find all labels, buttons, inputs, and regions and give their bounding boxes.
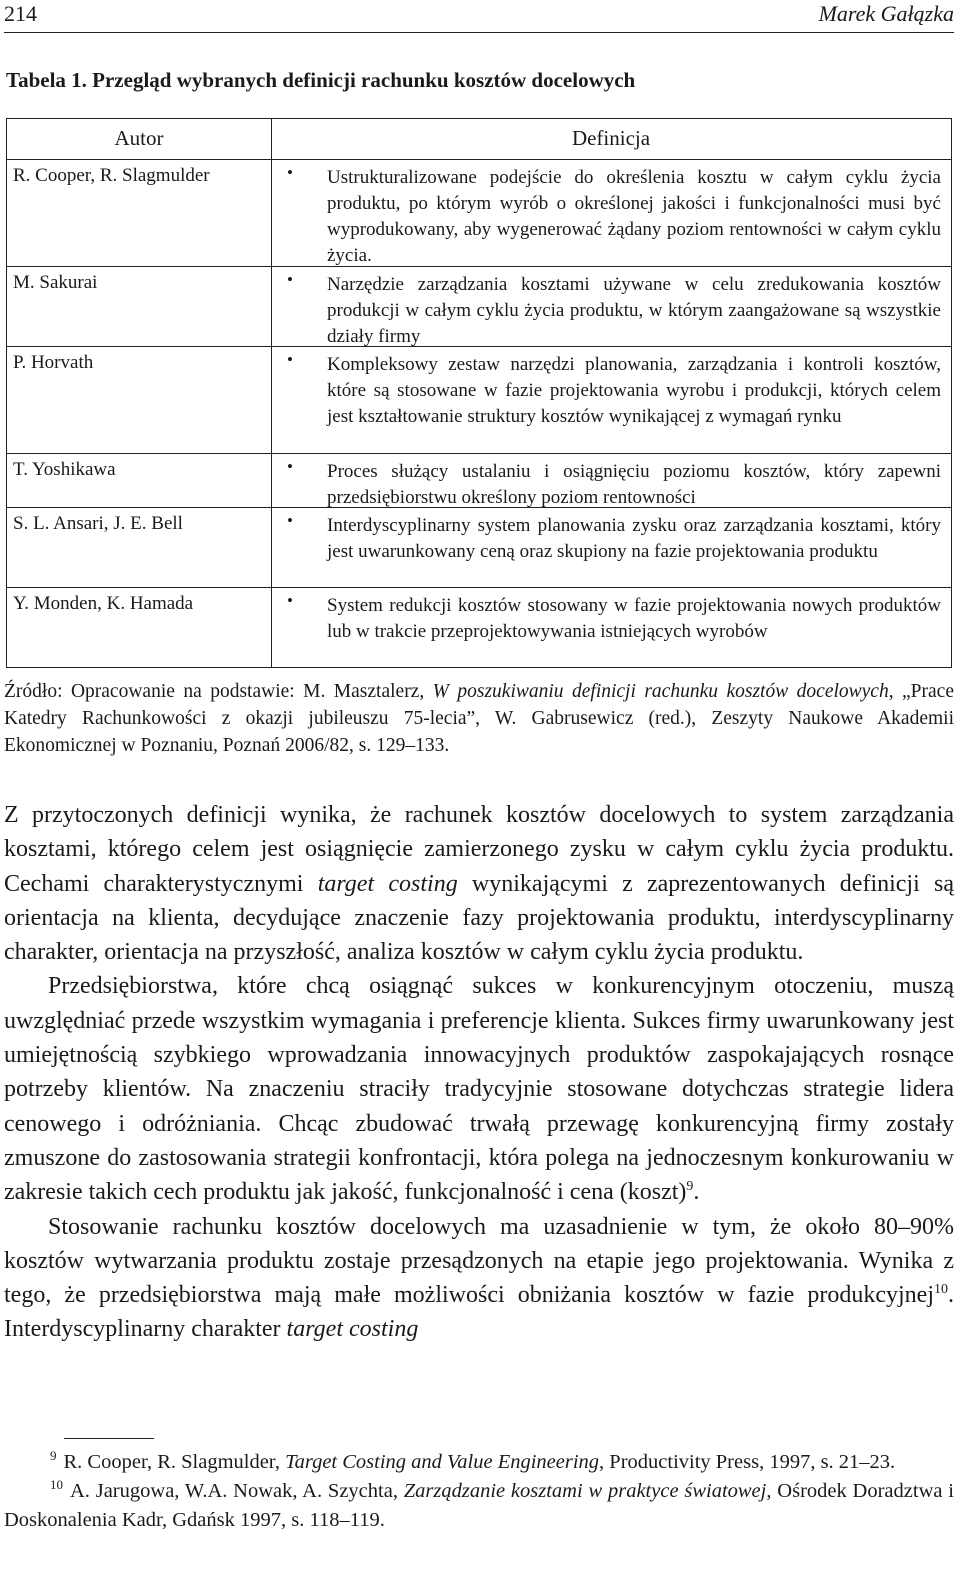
footnote-ref: 10 (934, 1282, 948, 1298)
italic-title: Zarządzanie kosztami w praktyce światowej (403, 1480, 767, 1502)
table-divider (7, 266, 951, 267)
source-title: W poszukiwaniu definicji rachunku kosztów docelowych (432, 681, 889, 702)
table-header-author: Autor (114, 126, 164, 150)
running-header-author: Marek Gałązka (818, 1, 954, 26)
bullet-icon: • (287, 511, 293, 530)
italic-term: target costing (317, 870, 458, 897)
text-run: Stosowanie rachunku kosztów docelowych ma uzasadnienie w tym, że około 80–90% kosztów wytwarzania produktu zostaje przesądzonych na etapie jego projektowania. Wynika z tego, że przedsiębiorstwa mają małe możliwości obniżania kosztów w fazie produkcyjnej (4, 1213, 954, 1309)
text-run: wynikającymi z zaprezentowanych definicji są orientacja na klienta, decydujące znaczenie fazy projektowania produktu, interdyscyplinarny charakter, orientacja na przyszłość, analiza kosztów w całym cyklu życia produktu. (4, 870, 954, 966)
table-divider (7, 346, 951, 347)
row-definition: Interdyscyplinarny system planowania zysku oraz zarządzania kosztami, który jest uwarunkowany ceną oraz skupiony na fazie projektowania produktu (327, 515, 941, 562)
footnote (4, 1448, 954, 1477)
body-text (4, 798, 954, 1347)
table-column-divider (271, 119, 272, 667)
row-definition: System redukcji kosztów stosowany w fazie projektowania nowych produktów lub w trakcie przeprojektowywania istniejących wyrobów (327, 595, 941, 642)
table-divider (7, 453, 951, 454)
text-run: Z przytoczonych definicji wynika, że rachunek kosztów docelowych to system zarządzania kosztami, którego celem jest osiągnięcie zamierzonego zysku w całym cyklu życia produktu. Cechami charakterystycznymi (4, 802, 954, 897)
text-run: R. Cooper, R. Slagmulder, (63, 1451, 286, 1473)
bullet-icon: • (287, 163, 293, 182)
row-author: P. Horvath (13, 352, 94, 373)
italic-title: Target Costing and Value Engineering (285, 1451, 600, 1473)
row-author: Y. Monden, K. Hamada (13, 593, 194, 614)
bullet-icon: • (287, 270, 293, 289)
paragraph (4, 1210, 954, 1347)
text-run: , Productivity Press, 1997, s. 21–23. (599, 1451, 896, 1473)
footnote-number: 10 (50, 1477, 63, 1493)
paragraph (4, 969, 954, 1209)
row-definition: Narzędzie zarządzania kosztami używane w celu zredukowania kosztów produkcji w całym cyklu życia produktu, w którym zaangażowane są wszystkie działy firmy (327, 274, 941, 347)
footnote-ref: 9 (686, 1179, 694, 1195)
text-run: . Interdyscyplinarny charakter (4, 1282, 954, 1343)
text-run: , Ośrodek Doradztwa i Doskonalenia Kadr, Gdańsk 1997, s. 118–119. (4, 1480, 954, 1531)
source-text: , „Prace Katedry Rachunkowości z okazji jubileuszu 75-lecia”, W. Gabrusewicz (red.), Zeszyty Naukowe Akademii Ekonomicznej w Poznaniu, Poznań 2006/82, s. 129–133. (4, 681, 954, 756)
page-number: 214 (4, 1, 37, 26)
source-text: Źródło: Opracowanie na podstawie: M. Masztalerz, (4, 681, 433, 702)
row-definition: Kompleksowy zestaw narzędzi planowania, zarządzania i kontroli kosztów, które są stosowane w fazie projektowania wyrobu i produkcji, których celem jest kształtowanie struktury kosztów wynikającej z wymagań rynku (327, 354, 941, 427)
row-author: S. L. Ansari, J. E. Bell (13, 513, 183, 534)
paragraph (4, 798, 954, 969)
footnotes (4, 1448, 954, 1535)
row-author: M. Sakurai (13, 272, 98, 293)
text-run: A. Jarugowa, W.A. Nowak, A. Szychta, (70, 1480, 404, 1502)
italic-term: target costing (286, 1316, 419, 1343)
footnote-rule (64, 1438, 154, 1439)
table-header-definition: Definicja (571, 126, 651, 150)
running-header (4, 0, 954, 33)
table-source-note (4, 678, 954, 759)
table-caption: Tabela 1. Przegląd wybranych definicji rachunku kosztów docelowych (6, 68, 636, 92)
row-definition: Ustrukturalizowane podejście do określenia kosztu w całym cyklu życia produktu, po którym wyrób o określonej jakości i funkcjonalności musi być wyprodukowany, aby wygenerować żądany poziom rentowności w całym cyklu życia. (327, 167, 941, 266)
definitions-table (6, 118, 952, 668)
footnote (4, 1477, 954, 1535)
text-run: Przedsiębiorstwa, które chcą osiągnąć sukces w konkurencyjnym otoczeniu, muszą uwzględniać przede wszystkim wymagania i preferencje klienta. Sukces firmy uwarunkowany jest umiejętnością szybkiego wprowadzania innowacyjnych produktów zaspokajających rosnące potrzeby klientów. Na znaczeniu straciły tradycyjnie stosowane dotychczas strategie lidera cenowego i odróżniania. Chcąc zbudować trwałą przewagę konkurencyjną firmy zostały zmuszone do zastosowania strategii konfrontacji, która polega na jednoczesnym konkurowaniu w zakresie takich cech produktu jak jakość, funkcjonalność i cena (koszt) (4, 973, 954, 1206)
text-run: . (693, 1179, 700, 1206)
table-divider (7, 159, 951, 160)
row-definition: Proces służący ustalaniu i osiągnięciu poziomu kosztów, który zapewni przedsiębiorstwu określony poziom rentowności (327, 461, 941, 508)
bullet-icon: • (287, 457, 293, 476)
bullet-icon: • (287, 350, 293, 369)
row-author: T. Yoshikawa (13, 459, 116, 480)
table-divider (7, 507, 951, 508)
bullet-icon: • (287, 591, 293, 610)
footnote-number: 9 (50, 1448, 57, 1464)
table-divider (7, 587, 951, 588)
row-author: R. Cooper, R. Slagmulder (13, 165, 210, 186)
